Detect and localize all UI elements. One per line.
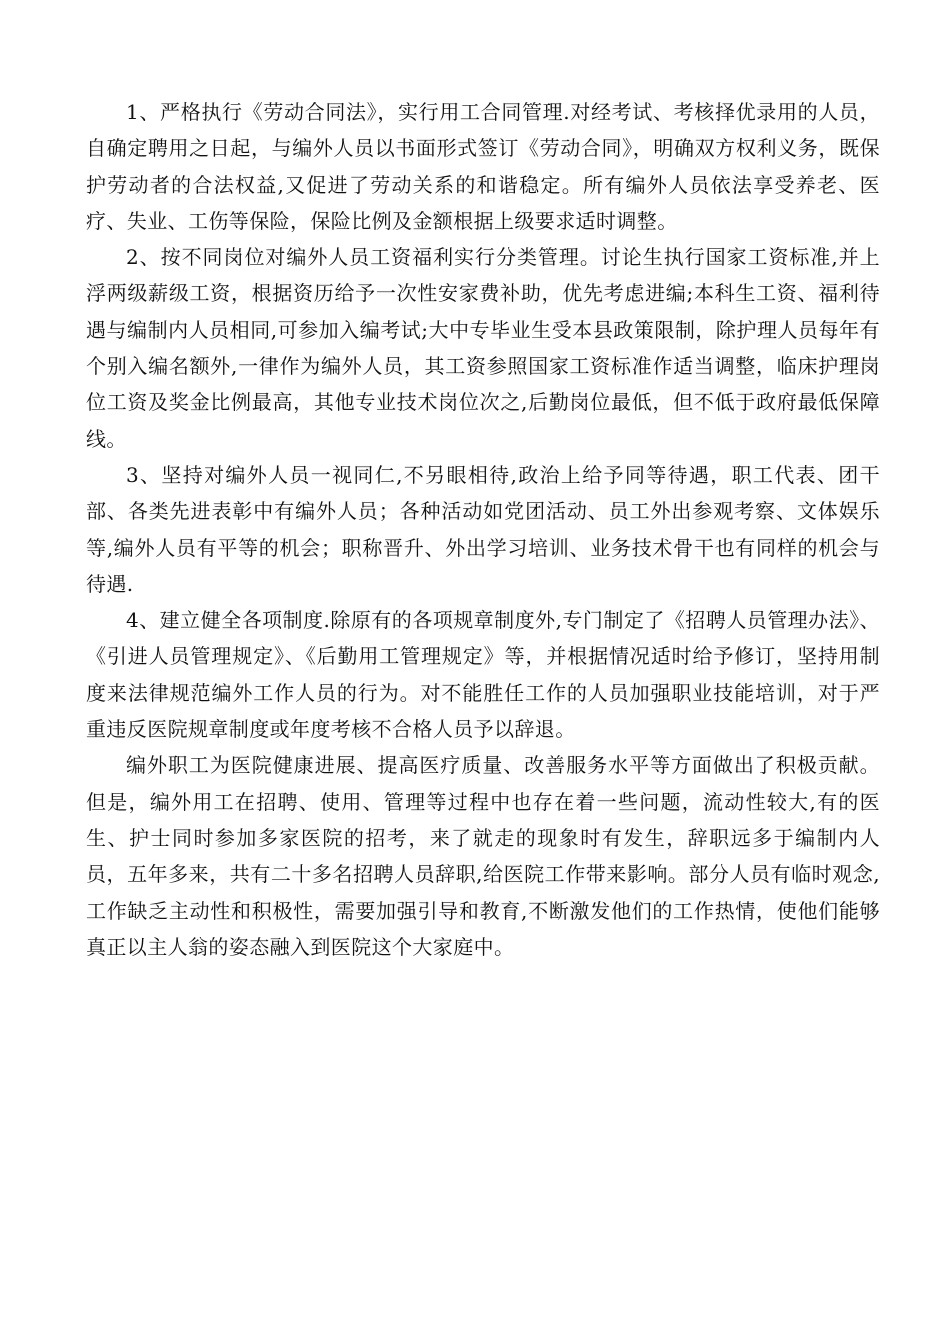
paragraph-equal-treatment: 3、坚持对编外人员一视同仁,不另眼相待,政治上给予同等待遇，职工代表、团干部、各类先进表彰中有编外人员；各种活动如党团活动、员工外出参观考察、文体娱乐等,编外人员有平等的机会；职称晋升、外出学习培训、业务技术骨干也有同样的机会与待遇. — [86, 462, 880, 596]
paragraph-contribution-and-issues: 编外职工为医院健康进展、提高医疗质量、改善服务水平等方面做出了积极贡献。但是，编外用工在招聘、使用、管理等过程中也存在着一些问题，流动性较大,有的医生、护士同时参加多家医院的招考，来了就走的现象时有发生，辞职远多于编制内人员，五年多来，共有二十多名招聘人员辞职,给医院工作带来影响。部分人员有临时观念,工作缺乏主动性和积极性，需要加强引导和教育,不断激发他们的工作热情，使他们能够真正以主人翁的姿态融入到医院这个大家庭中。 — [86, 753, 880, 959]
paragraph-salary-classification: 2、按不同岗位对编外人员工资福利实行分类管理。讨论生执行国家工资标准,并上浮两级薪级工资，根据资历给予一次性安家费补助，优先考虑进编;本科生工资、福利待遇与编制内人员相同,可参加入编考试;大中专毕业生受本县政策限制，除护理人员每年有个别入编名额外,一律作为编外人员，其工资参照国家工资标准作适当调整，临床护理岗位工资及奖金比例最高，其他专业技术岗位次之,后勤岗位最低，但不低于政府最低保障线。 — [86, 245, 880, 451]
paragraph-contract-management: 1、严格执行《劳动合同法》，实行用工合同管理.对经考试、考核择优录用的人员，自确定聘用之日起，与编外人员以书面形式签订《劳动合同》，明确双方权利义务，既保护劳动者的合法权益,又促进了劳动关系的和谐稳定。所有编外人员依法享受养老、医疗、失业、工伤等保险，保险比例及金额根据上级要求适时调整。 — [86, 100, 880, 233]
document-body — [86, 94, 880, 965]
paragraph-regulations: 4、建立健全各项制度.除原有的各项规章制度外,专门制定了《招聘人员管理办法》、《引进人员管理规定》、《后勤用工管理规定》等，并根据情况适时给予修订，坚持用制度来法律规范编外工作人员的行为。对不能胜任工作的人员加强职业技能培训，对于严重违反医院规章制度或年度考核不合格人员予以辞退。 — [86, 608, 880, 742]
